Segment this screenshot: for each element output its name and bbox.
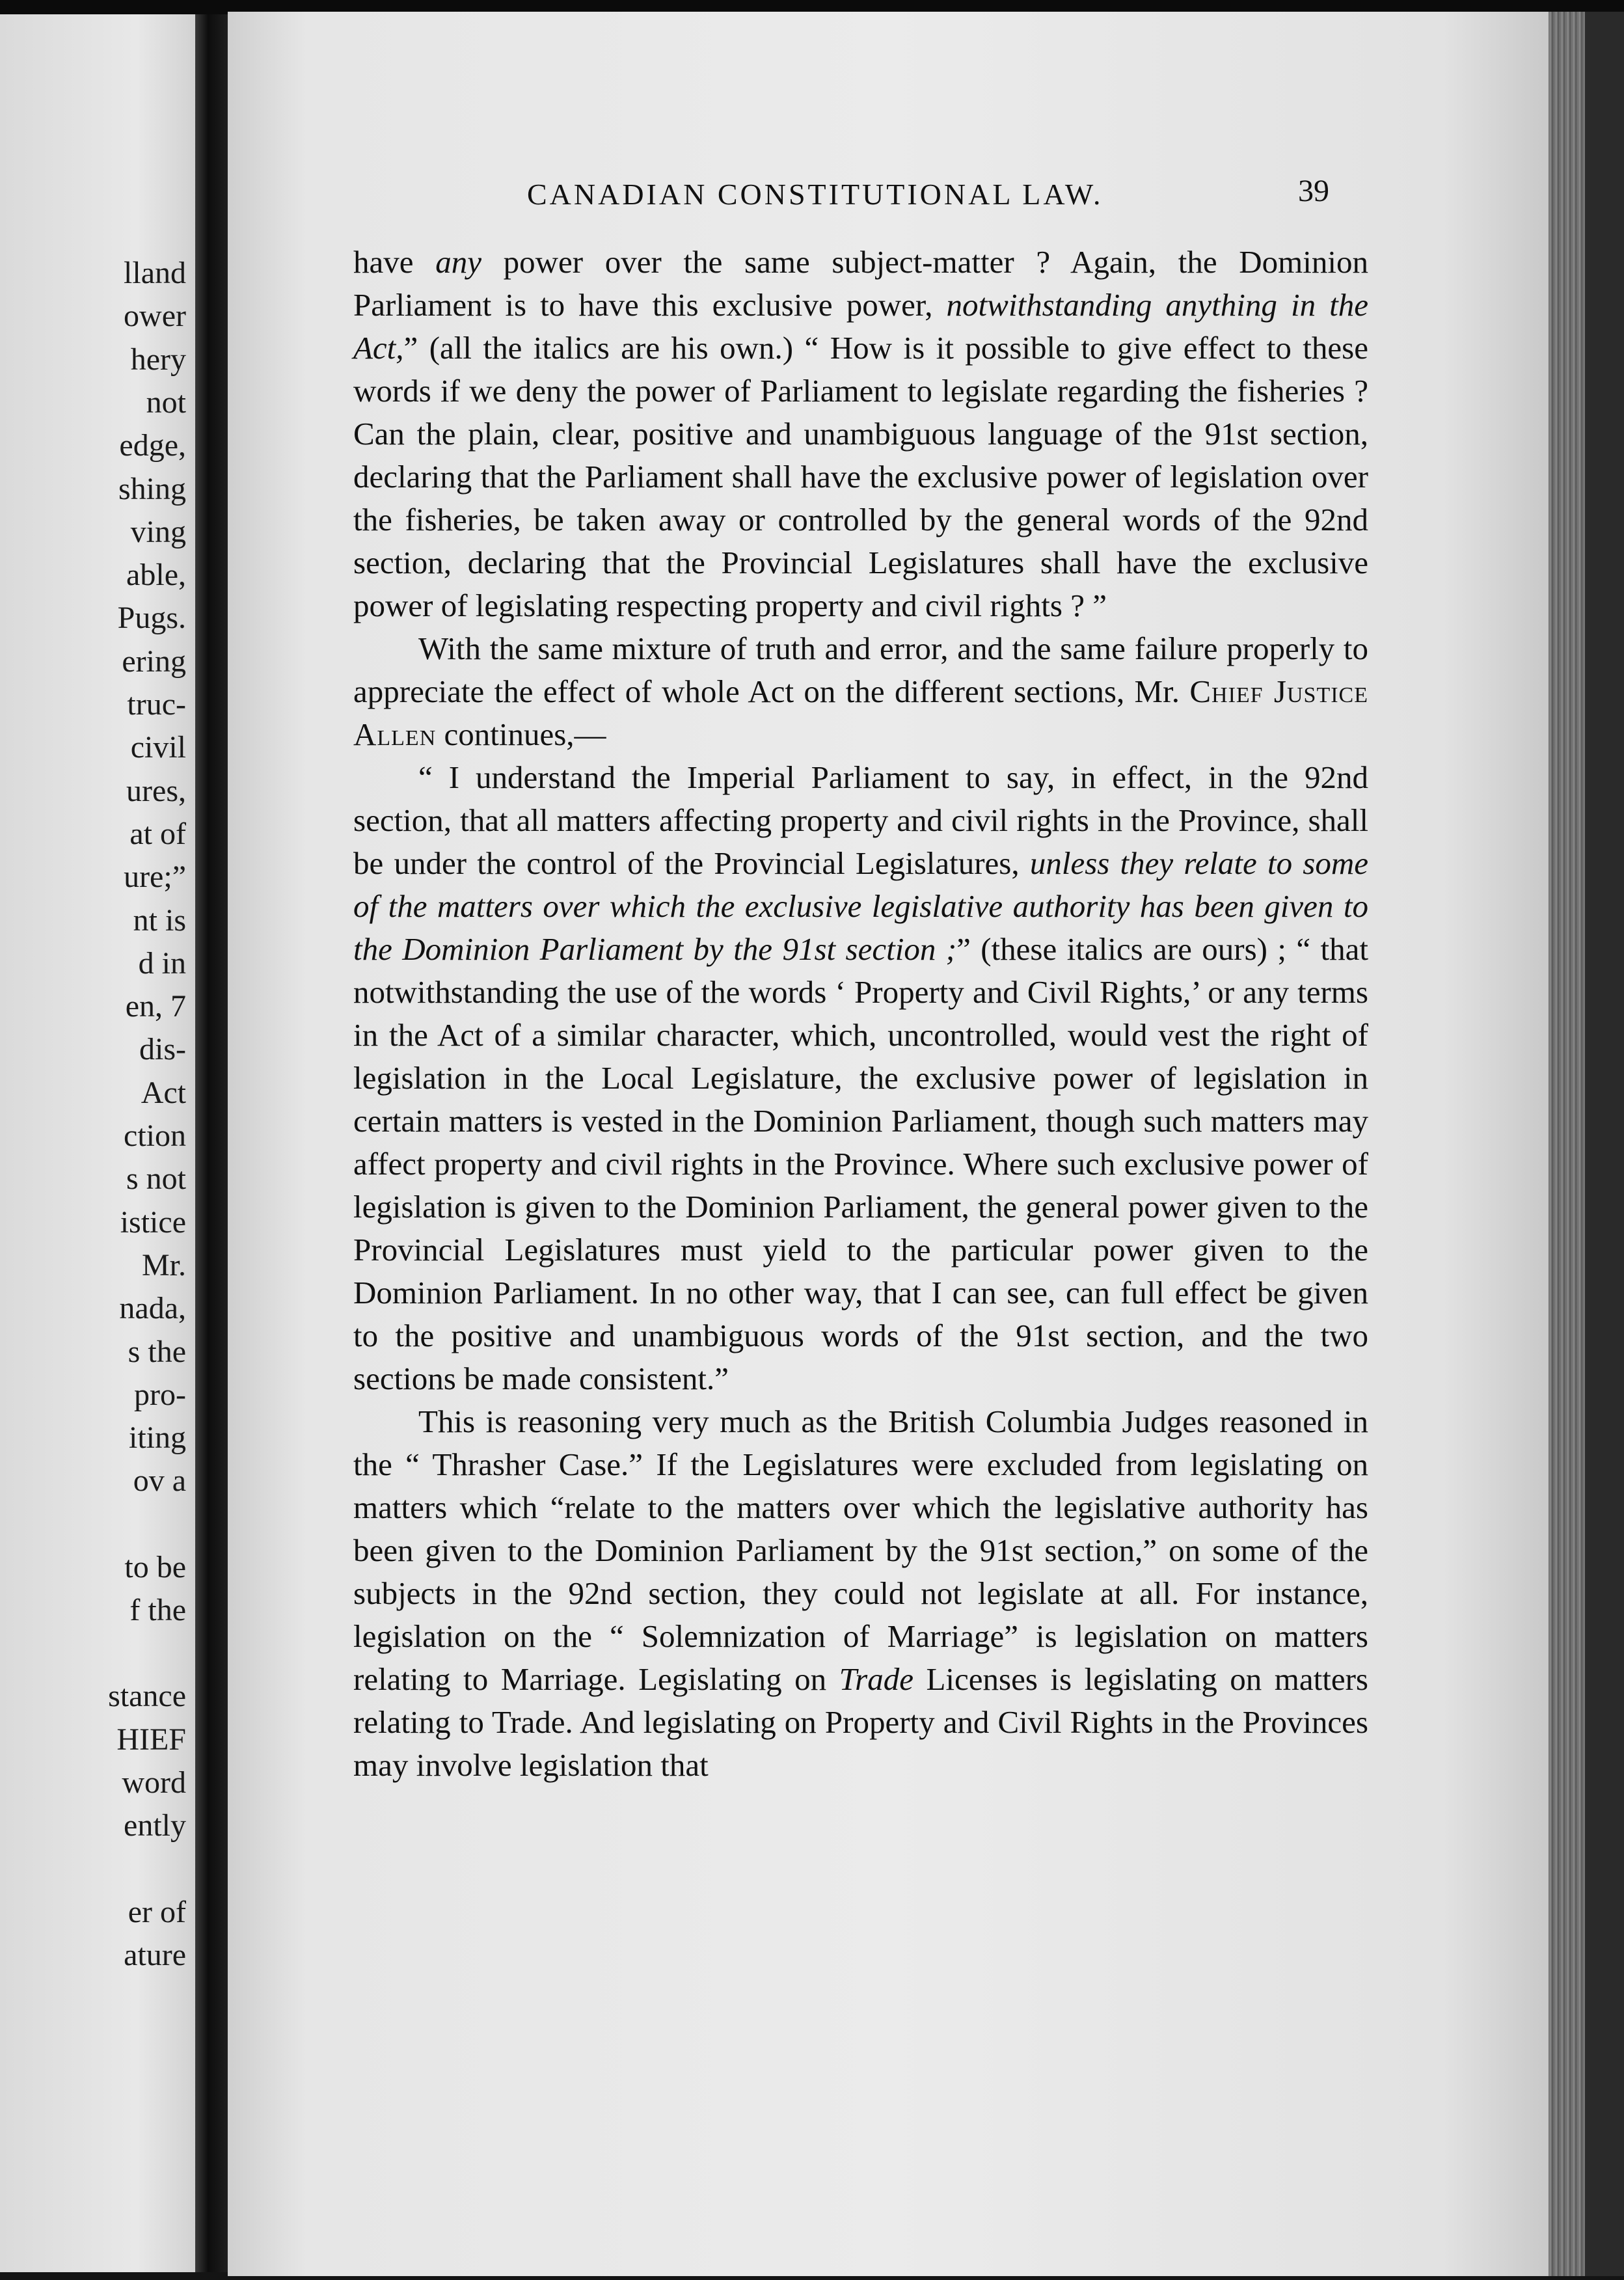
facing-page-line-fragment: s the [128, 1334, 186, 1369]
facing-page-line-fragment: nt is [133, 903, 186, 938]
facing-page-line-fragment: iting [128, 1420, 186, 1456]
text-run: Licenses is legislating on matters relating to Trade. And legislating on Property and Civil Rights in the Provinces may involve legislation that [353, 1661, 1368, 1783]
facing-page-line-fragment: not [146, 385, 186, 420]
binding-shadow [1585, 12, 1624, 2276]
facing-page-line-fragment: lland [124, 256, 186, 290]
facing-page-line-fragment: at of [129, 816, 186, 851]
facing-page-line-fragment: ower [124, 299, 186, 334]
page-number: 39 [1298, 174, 1329, 208]
italic-run: unless they relate to some of the matters over which the exclusive legislative authority has been given to the Dominion Parliament by the 91st section ; [353, 845, 1369, 967]
facing-page-line-fragment: ature [124, 1937, 186, 1972]
facing-page-line-fragment: f the [129, 1593, 186, 1627]
facing-page-line-fragment: istice [120, 1204, 186, 1240]
book-gutter [195, 14, 228, 2272]
facing-page-line-fragment: able, [126, 558, 186, 593]
text-run: power over the same subject-matter ? Again, the Dominion Parliament is to have this exclusive power, [353, 244, 1369, 323]
text-run: ” (all the italics are his own.) “ How is it possible to give effect to these words if we deny the power of Parliament to legislate regarding the fisheries ? Can the plain, clear, positive and unambiguous language of the 91st section, declaring that the Parliament shall have the exclusive power of legislation over the fisheries, be taken away or controlled by the general words of the 92nd section, declaring that the Provincial Legislatures shall have the exclusive power of legislating respecting property and civil rights ? ” [353, 330, 1368, 623]
paragraph [353, 241, 1368, 627]
text-run: “ I understand the Imperial Parliament to say, in effect, in the 92nd section, that all matters affecting property and civil rights in the Province, shall be under the control of the Provincial Legislatures, [353, 759, 1368, 881]
facing-page-line-fragment: Pugs. [117, 601, 186, 636]
italic-run: notwithstanding anything in the Act, [353, 287, 1368, 366]
text-run: ” (these italics are ours) ; “ that notwithstanding the use of the words ‘ Property and Civil Rights,’ or any terms in the Act of a similar character, which, uncontrolled, would vest the right of legislation in the Local Legislature, the exclusive power of legislation in certain matters is vested in the Dominion Parliament, though such matters may affect property and civil rights in the Province. Where such exclusive power of legislation is given to the Dominion Parliament, the general power given to the Provincial Legislatures must yield to the particular power given to the Dominion Parliament. In no other way, that I can see, can full effect be given to the positive and unambiguous words of the 91st section, and the two sections be made consistent.” [353, 931, 1368, 1396]
italic-run: any [435, 244, 481, 280]
facing-page-line-fragment: pro- [134, 1377, 186, 1412]
italic-run: Trade [839, 1661, 914, 1697]
text-run: This is reasoning very much as the British Columbia Judges reasoned in the “ Thrasher Case.” If the Legislatures were excluded from legislating on matters which “relate to the matters over which the legislative authority has been given to the Dominion Parliament by the 91st section,” on some of the subjects in the 92nd section, they could not legislate at all. For instance, legislation on the “ Solemnization of Marriage” is legislation on matters relating to Marriage. Legislating on [353, 1404, 1368, 1697]
facing-page-line-fragment: truc- [127, 687, 186, 722]
facing-page-line-fragment: to be [124, 1549, 186, 1584]
facing-page-line-fragment: ently [124, 1808, 186, 1843]
facing-page-line-fragment: s not [126, 1161, 186, 1197]
text-run: have [353, 244, 436, 280]
facing-page-line-fragment: ction [124, 1119, 186, 1153]
paragraph [353, 756, 1368, 1400]
body-text [353, 241, 1368, 1787]
facing-page-line-fragment: HIEF [116, 1722, 186, 1757]
facing-page-line-fragment: hery [130, 342, 186, 377]
facing-page-line-fragment: dis- [139, 1032, 186, 1067]
facing-page-line-fragment: stance [108, 1679, 186, 1714]
facing-page-line-fragment: civil [130, 730, 186, 765]
running-head: CANADIAN CONSTITUTIONAL LAW. [527, 178, 1103, 211]
text-run: continues,— [436, 716, 606, 752]
text-run: With the same mixture of truth and error, and the same failure properly to appreciate the effect of whole Act on the different sections, Mr. [353, 631, 1368, 709]
facing-page-line-fragment: en, 7 [125, 989, 186, 1024]
facing-page-line-fragment: ures, [126, 773, 186, 808]
facing-page-line-fragment: d in [138, 945, 186, 981]
small-caps-run: Chief Justice Allen [353, 673, 1368, 752]
facing-page-line-fragment: Mr. [141, 1247, 186, 1282]
facing-page-fragment [0, 14, 195, 2272]
paragraph [353, 1400, 1368, 1787]
paragraph [353, 627, 1368, 756]
facing-page-line-fragment: ure;” [124, 860, 186, 895]
facing-page-line-fragment: edge, [119, 428, 186, 463]
facing-page-line-fragment: er of [128, 1894, 186, 1929]
facing-page-line-fragment: word [122, 1765, 186, 1800]
facing-page-line-fragment: Act [141, 1075, 186, 1110]
facing-page-line-fragment: ering [122, 644, 186, 679]
facing-page-line-fragment: ov a [133, 1463, 186, 1499]
facing-page-line-fragment: ving [130, 514, 186, 549]
facing-page-line-fragment: nada, [119, 1291, 186, 1326]
facing-page-line-fragment: shing [118, 471, 186, 506]
